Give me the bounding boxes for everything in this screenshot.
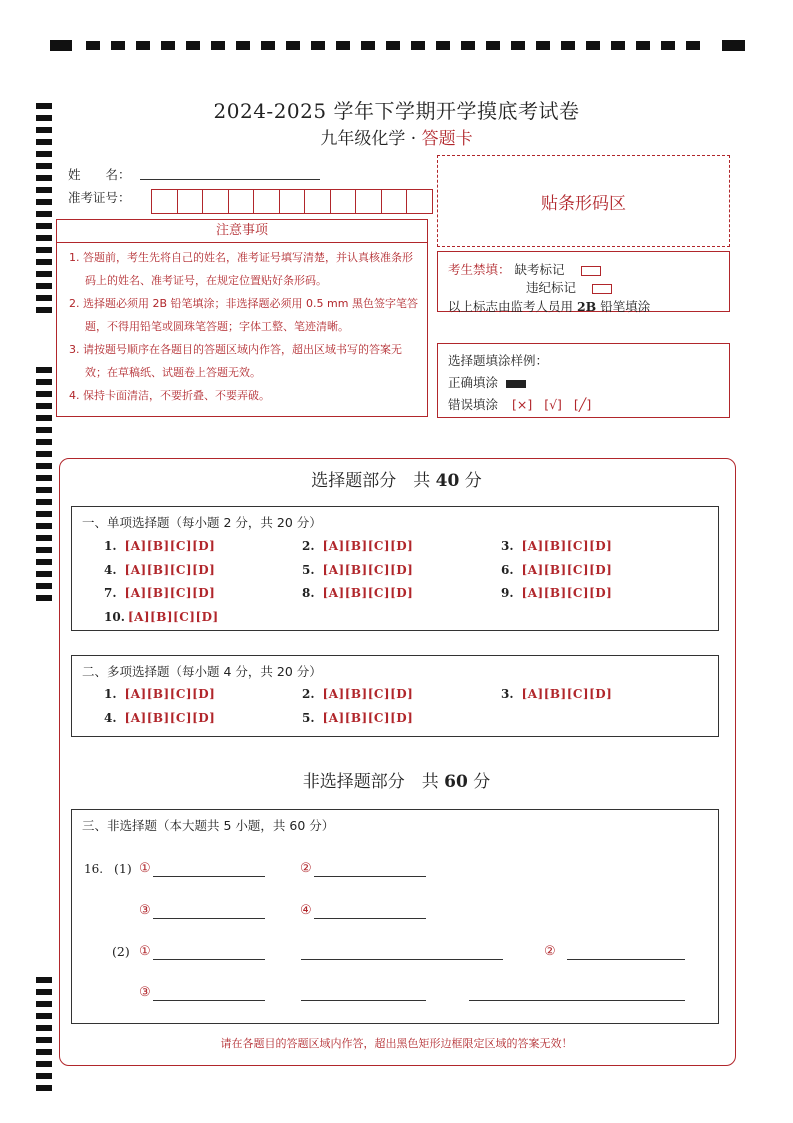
id-digit-box[interactable] — [279, 189, 306, 214]
multi-question-3: 3. [A][B][C][D] — [501, 687, 613, 701]
notice-item: 3. 请按题号顺序在各题目的答题区域内作答，超出区域书写的答案无效；在草稿纸、试题卷上答题无效。 — [69, 343, 402, 379]
violation-mark-box[interactable] — [592, 284, 612, 294]
question-7: 7. [A][B][C][D] — [104, 586, 216, 600]
question-5: 5. [A][B][C][D] — [302, 563, 414, 577]
name-label: 姓 名： — [68, 167, 131, 182]
blank-mark-2: ② — [300, 861, 312, 876]
id-digit-box[interactable] — [330, 189, 357, 214]
q16-number: 16. — [84, 862, 104, 876]
section1-points: 40 — [435, 471, 460, 491]
part1-box — [71, 506, 719, 631]
barcode-area — [437, 155, 730, 247]
id-digit-box[interactable] — [151, 189, 178, 214]
subtitle-subject: 九年级化学 — [320, 129, 406, 149]
question-1: 1. [A][B][C][D] — [104, 539, 216, 553]
id-digit-box[interactable] — [381, 189, 408, 214]
id-digit-box[interactable] — [406, 189, 433, 214]
part1-heading: 一、单项选择题（每小题 2 分，共 20 分） — [82, 515, 322, 530]
id-digit-box[interactable] — [177, 189, 204, 214]
name-field[interactable] — [140, 179, 320, 180]
multi-question-1: 1. [A][B][C][D] — [104, 687, 216, 701]
section2-points: 60 — [444, 772, 468, 792]
multi-question-5: 5. [A][B][C][D] — [302, 711, 414, 725]
notice-item: 1. 答题前，考生先将自己的姓名，准考证号填写清楚，并认真核准条形码上的姓名、准考证号，在规定位置贴好条形码。 — [69, 251, 413, 287]
blank-mark-3: ③ — [139, 985, 151, 1000]
exam-note: 以上标志由监考人员用 — [448, 299, 577, 314]
wrong-mark: [√] — [544, 397, 562, 412]
blank-mark-1: ① — [139, 861, 151, 876]
section1-title-text: 选择题部分 共 — [311, 471, 436, 491]
notice-title: 注意事项 — [56, 219, 428, 243]
barcode-label: 贴条形码区 — [541, 193, 626, 214]
notice-item: 2. 选择题必须用 2B 铅笔填涂；非选择题必须用 0.5 mm 黑色签字笔答题，不得用铅笔或圆珠笔答题；字体工整、笔迹清晰。 — [69, 297, 418, 333]
blank-mark-1: ① — [139, 944, 151, 959]
answer-line[interactable] — [153, 959, 265, 960]
multi-question-4: 4. [A][B][C][D] — [104, 711, 216, 725]
q16-sub1: (1) — [114, 861, 132, 876]
answer-line[interactable] — [469, 1000, 685, 1001]
id-label: 准考证号： — [68, 190, 131, 205]
q16-sub2: (2) — [112, 944, 130, 959]
part2-box — [71, 655, 719, 737]
question-10: 10. [A][B][C][D] — [104, 610, 219, 624]
violation-label: 违纪标记 — [526, 280, 577, 295]
question-4: 4. [A][B][C][D] — [104, 563, 216, 577]
exam-staff-box — [437, 251, 730, 312]
question-9: 9. [A][B][C][D] — [501, 586, 613, 600]
blank-mark-4: ④ — [300, 903, 312, 918]
question-6: 6. [A][B][C][D] — [501, 563, 613, 577]
answer-line[interactable] — [301, 959, 503, 960]
id-digit-box[interactable] — [253, 189, 280, 214]
correct-fill-sample — [506, 380, 526, 388]
exam-note-bold: 2B — [576, 299, 597, 314]
section2-title-end: 分 — [467, 772, 491, 792]
question-3: 3. [A][B][C][D] — [501, 539, 613, 553]
question-2: 2. [A][B][C][D] — [302, 539, 414, 553]
id-digit-box[interactable] — [304, 189, 331, 214]
section2-title-text: 非选择题部分 共 — [302, 772, 445, 792]
answer-line[interactable] — [314, 918, 426, 919]
page-subtitle — [0, 124, 793, 149]
blank-mark-2: ② — [544, 944, 556, 959]
correct-fill-label: 正确填涂 — [448, 375, 499, 390]
subtitle-separator: · — [410, 129, 417, 149]
question-8: 8. [A][B][C][D] — [302, 586, 414, 600]
id-digit-box[interactable] — [228, 189, 255, 214]
answer-line[interactable] — [153, 1000, 265, 1001]
answer-line[interactable] — [301, 1000, 426, 1001]
absent-mark-box[interactable] — [581, 266, 601, 276]
wrong-mark: [×] — [512, 397, 533, 412]
exam-note-end: 铅笔填涂 — [596, 299, 651, 314]
exam-staff-label: 考生禁填： — [448, 262, 511, 277]
multi-question-2: 2. [A][B][C][D] — [302, 687, 414, 701]
wrong-mark: [╱] — [573, 397, 592, 412]
absent-label: 缺考标记 — [514, 262, 565, 277]
answer-line[interactable] — [153, 876, 265, 877]
page-title: 2024-2025 学年下学期开学摸底考试卷 — [213, 99, 580, 123]
notice-box — [56, 242, 428, 417]
top-timing-marks — [50, 39, 745, 51]
id-digit-box[interactable] — [202, 189, 229, 214]
section1-title — [0, 466, 793, 491]
part3-heading: 三、非选择题（本大题共 5 小题，共 60 分） — [82, 818, 335, 833]
blank-mark-3: ③ — [139, 903, 151, 918]
answer-line[interactable] — [153, 918, 265, 919]
answer-line[interactable] — [567, 959, 685, 960]
subtitle-answer-card: 答题卡 — [421, 129, 473, 149]
section1-title-end: 分 — [459, 471, 482, 491]
part2-heading: 二、多项选择题（每小题 4 分，共 20 分） — [82, 664, 322, 679]
fill-example-box — [437, 343, 730, 418]
footer-note: 请在各题目的答题区域内作答，超出黑色矩形边框限定区域的答案无效！ — [220, 1037, 573, 1050]
answer-line[interactable] — [314, 876, 426, 877]
id-digit-box[interactable] — [355, 189, 382, 214]
fill-example-title: 选择题填涂样例： — [448, 353, 549, 368]
wrong-fill-label: 错误填涂 — [448, 397, 499, 412]
section2-title — [0, 767, 793, 792]
notice-item: 4. 保持卡面清洁，不要折叠、不要弄破。 — [69, 389, 270, 402]
id-number-boxes[interactable] — [152, 189, 433, 214]
part3-box — [71, 809, 719, 1024]
